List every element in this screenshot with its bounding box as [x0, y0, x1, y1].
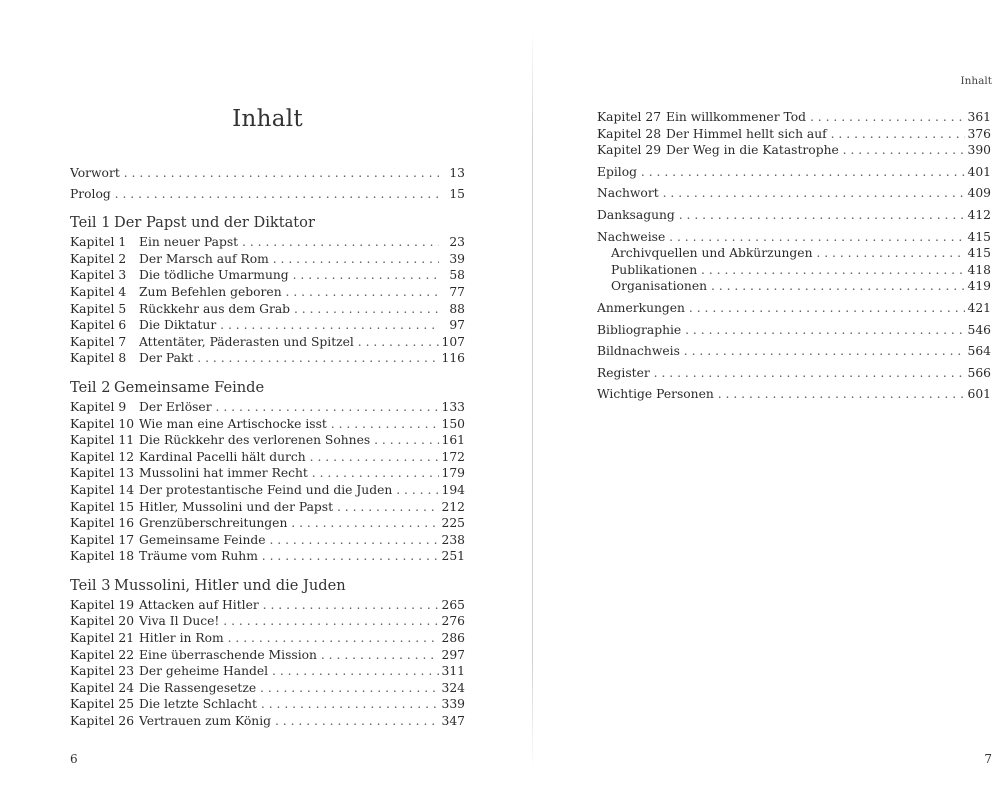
chapter-label: Kapitel 22 [70, 647, 135, 662]
entry-page-number: 238 [439, 532, 465, 549]
toc-subentry [597, 262, 991, 279]
chapter-entry [70, 317, 465, 334]
toc-subentry [597, 245, 991, 262]
toc-entry [597, 386, 991, 403]
entry-page-number: 311 [439, 663, 465, 680]
chapter-entry [70, 416, 465, 433]
chapter-label: Kapitel 23 [70, 664, 135, 679]
chapter-label: Kapitel 12 [70, 449, 135, 464]
toc-entry [597, 164, 991, 181]
entry-title: Wichtige Personen . . . [597, 386, 965, 403]
entry-page-number: 421 [965, 300, 991, 317]
entry-page-number: 150 [439, 416, 465, 433]
toc-left-list [70, 165, 465, 730]
chapter-entry [70, 234, 465, 251]
chapter-label: Kapitel 5 [70, 301, 127, 316]
part-label: Teil 1 [70, 214, 111, 232]
entry-title: Hitler, Mussolini und der Papst . . . [139, 499, 439, 516]
entry-title: Archivquellen und Abkürzungen . . . [611, 245, 965, 262]
chapter-label: Kapitel 8 [70, 351, 127, 366]
toc-title: Inhalt [232, 106, 303, 132]
entry-title: Bibliographie . . . [597, 322, 965, 339]
entry-page-number: 107 [439, 334, 465, 351]
entry-title: Nachwort . . . [597, 185, 965, 202]
part-heading [70, 577, 465, 595]
entry-title: Grenzüberschreitungen . . . [139, 515, 439, 532]
chapter-entry [70, 399, 465, 416]
entry-page-number: 77 [446, 284, 465, 301]
entry-page-number: 415 [965, 245, 991, 262]
entry-page-number: 39 [446, 251, 465, 268]
chapter-label: Kapitel 25 [70, 697, 135, 712]
entry-page-number: 361 [965, 109, 991, 126]
page-number-right: 7 [984, 752, 992, 766]
entry-title: Die letzte Schlacht . . . [139, 696, 439, 713]
entry-title: Die Rassengesetze . . . [139, 680, 439, 697]
part-title: Gemeinsame Feinde [114, 378, 265, 396]
chapter-entry [597, 126, 991, 143]
entry-page-number: 225 [439, 515, 465, 532]
entry-title: Attacken auf Hitler . . . [139, 597, 439, 614]
chapter-entry [70, 482, 465, 499]
entry-title: Viva Il Duce! . . . [139, 613, 439, 630]
entry-page-number: 265 [439, 597, 465, 614]
chapter-label: Kapitel 24 [70, 680, 135, 695]
chapter-entry [70, 267, 465, 284]
entry-title: Ein neuer Papst . . . [139, 234, 439, 251]
chapter-label: Kapitel 18 [70, 549, 135, 564]
chapter-entry [70, 251, 465, 268]
entry-title: Bildnachweis . . . [597, 343, 965, 360]
part-heading [70, 379, 465, 397]
entry-title: Der Marsch auf Rom . . . [139, 251, 439, 268]
part-label: Teil 3 [70, 576, 111, 594]
chapter-entry [70, 548, 465, 565]
chapter-entry [70, 680, 465, 697]
chapter-label: Kapitel 26 [70, 714, 135, 729]
chapter-entry [70, 647, 465, 664]
entry-page-number: 419 [965, 278, 991, 295]
entry-page-number: 172 [439, 449, 465, 466]
chapter-label: Kapitel 1 [70, 235, 127, 250]
entry-page-number: 601 [965, 386, 991, 403]
entry-title: Die Rückkehr des verlorenen Sohnes . . . [139, 432, 439, 449]
chapter-entry [597, 109, 991, 126]
entry-title: Attentäter, Päderasten und Spitzel . . . [139, 334, 439, 351]
chapter-label: Kapitel 10 [70, 416, 135, 431]
toc-entry [597, 207, 991, 224]
entry-title: Eine überraschende Mission . . . [139, 647, 439, 664]
chapter-entry [70, 713, 465, 730]
entry-title: Wie man eine Artischocke isst . . . [139, 416, 439, 433]
entry-title: Die Diktatur . . . [139, 317, 439, 334]
chapter-label: Kapitel 3 [70, 268, 127, 283]
entry-page-number: 376 [965, 126, 991, 143]
chapter-label: Kapitel 20 [70, 614, 135, 629]
entry-page-number: 347 [439, 713, 465, 730]
entry-page-number: 418 [965, 262, 991, 279]
chapter-label: Kapitel 4 [70, 284, 127, 299]
entry-title: Epilog . . . [597, 164, 965, 181]
toc-entry [597, 229, 991, 246]
entry-page-number: 324 [439, 680, 465, 697]
entry-title: Gemeinsame Feinde . . . [139, 532, 439, 549]
toc-entry [597, 343, 991, 360]
toc-entry [597, 322, 991, 339]
entry-page-number: 390 [965, 142, 991, 159]
chapter-label: Kapitel 28 [597, 126, 662, 141]
entry-title: Anmerkungen . . . [597, 300, 965, 317]
chapter-label: Kapitel 9 [70, 399, 127, 414]
part-title: Mussolini, Hitler und die Juden [114, 576, 346, 594]
entry-title: Der protestantische Feind und die Juden . . . [139, 482, 439, 499]
entry-page-number: 194 [439, 482, 465, 499]
chapter-label: Kapitel 27 [597, 110, 662, 124]
chapter-entry [70, 350, 465, 367]
entry-page-number: 15 [446, 186, 465, 203]
chapter-entry [70, 432, 465, 449]
chapter-entry [70, 334, 465, 351]
entry-title: Vorwort . . . [70, 165, 439, 182]
part-heading [70, 214, 465, 232]
entry-page-number: 251 [439, 548, 465, 565]
page-number-left: 6 [70, 752, 78, 766]
entry-title: Publikationen . . . [611, 262, 965, 279]
entry-title: Ein willkommener Tod . . . [666, 109, 965, 126]
toc-right-list [597, 109, 991, 403]
entry-title: Kardinal Pacelli hält durch . . . [139, 449, 439, 466]
chapter-entry [70, 499, 465, 516]
chapter-label: Kapitel 2 [70, 251, 127, 266]
chapter-label: Kapitel 21 [70, 631, 135, 646]
entry-page-number: 212 [439, 499, 465, 516]
chapter-label: Kapitel 13 [70, 466, 135, 481]
entry-title: Der Pakt . . . [139, 350, 439, 367]
entry-title: Träume vom Ruhm . . . [139, 548, 439, 565]
chapter-label: Kapitel 16 [70, 516, 135, 531]
entry-page-number: 161 [439, 432, 465, 449]
chapter-entry [70, 630, 465, 647]
chapter-entry [70, 663, 465, 680]
entry-page-number: 88 [446, 301, 465, 318]
running-head: Inhalt [960, 75, 992, 87]
chapter-entry [70, 532, 465, 549]
entry-title: Die tödliche Umarmung . . . [139, 267, 439, 284]
chapter-entry [70, 465, 465, 482]
chapter-label: Kapitel 17 [70, 532, 135, 547]
entry-page-number: 97 [446, 317, 465, 334]
entry-title: Der geheime Handel . . . [139, 663, 439, 680]
entry-title: Der Weg in die Katastrophe . . . [666, 142, 965, 159]
entry-title: Hitler in Rom . . . [139, 630, 439, 647]
chapter-label: Kapitel 7 [70, 334, 127, 349]
toc-entry [70, 186, 465, 203]
entry-page-number: 339 [439, 696, 465, 713]
part-title: Der Papst und der Diktator [114, 214, 315, 232]
chapter-label: Kapitel 29 [597, 143, 662, 158]
entry-page-number: 297 [439, 647, 465, 664]
chapter-entry [70, 597, 465, 614]
toc-entry [597, 300, 991, 317]
toc-entry [597, 365, 991, 382]
entry-page-number: 401 [965, 164, 991, 181]
entry-page-number: 415 [965, 229, 991, 246]
chapter-entry [70, 284, 465, 301]
entry-page-number: 133 [439, 399, 465, 416]
entry-title: Register . . . [597, 365, 965, 382]
entry-page-number: 564 [965, 343, 991, 360]
entry-page-number: 412 [965, 207, 991, 224]
chapter-entry [70, 301, 465, 318]
entry-title: Zum Befehlen geboren . . . [139, 284, 439, 301]
chapter-label: Kapitel 11 [70, 433, 135, 448]
chapter-label: Kapitel 14 [70, 482, 135, 497]
entry-title: Organisationen . . . [611, 278, 965, 295]
chapter-label: Kapitel 15 [70, 499, 135, 514]
entry-title: Vertrauen zum König . . . [139, 713, 439, 730]
entry-title: Der Erlöser . . . [139, 399, 439, 416]
chapter-entry [70, 696, 465, 713]
toc-subentry [597, 278, 991, 295]
entry-page-number: 116 [439, 350, 465, 367]
chapter-entry [70, 613, 465, 630]
entry-title: Der Himmel hellt sich auf . . . [666, 126, 965, 143]
entry-page-number: 409 [965, 185, 991, 202]
chapter-entry [70, 449, 465, 466]
entry-page-number: 13 [446, 165, 465, 182]
entry-page-number: 179 [439, 465, 465, 482]
entry-page-number: 566 [965, 365, 991, 382]
entry-page-number: 58 [446, 267, 465, 284]
chapter-entry [597, 142, 991, 159]
entry-title: Rückkehr aus dem Grab . . . [139, 301, 439, 318]
entry-page-number: 286 [439, 630, 465, 647]
entry-title: Prolog . . . [70, 186, 439, 203]
right-page [533, 0, 1000, 800]
entry-title: Nachweise . . . [597, 229, 965, 246]
toc-entry [597, 185, 991, 202]
chapter-label: Kapitel 6 [70, 318, 127, 333]
entry-title: Danksagung . . . [597, 207, 965, 224]
chapter-label: Kapitel 19 [70, 597, 135, 612]
entry-page-number: 23 [446, 234, 465, 251]
entry-page-number: 276 [439, 613, 465, 630]
toc-entry [70, 165, 465, 182]
entry-title: Mussolini hat immer Recht . . . [139, 465, 439, 482]
chapter-entry [70, 515, 465, 532]
part-label: Teil 2 [70, 378, 111, 396]
entry-page-number: 546 [965, 322, 991, 339]
